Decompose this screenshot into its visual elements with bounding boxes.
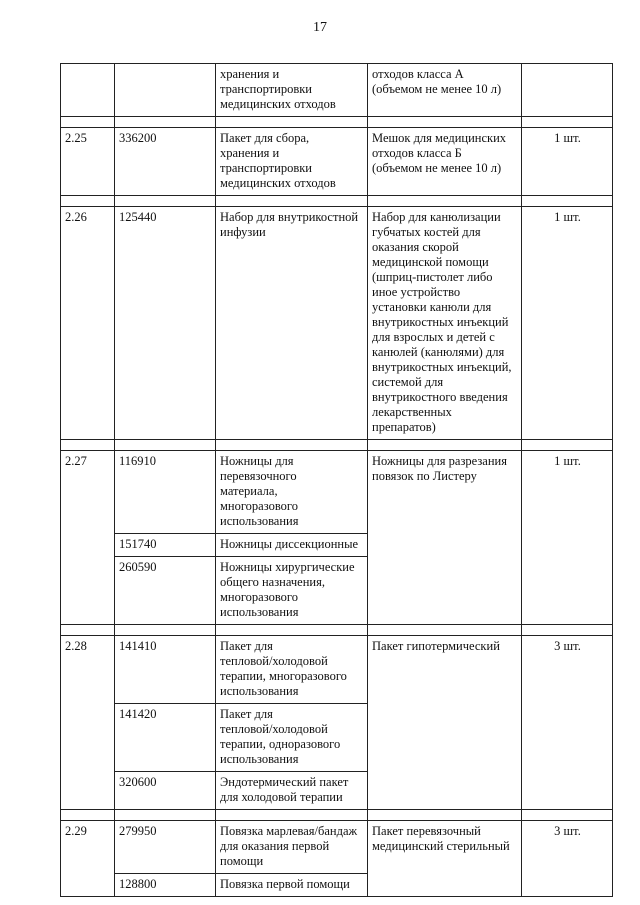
separator-cell bbox=[522, 196, 613, 207]
row-separator bbox=[61, 810, 613, 821]
separator-cell bbox=[368, 117, 522, 128]
separator-cell bbox=[61, 440, 115, 451]
item-number: 2.29 bbox=[61, 821, 115, 897]
separator-cell bbox=[216, 440, 368, 451]
table-row bbox=[61, 207, 613, 440]
item-code: 141420 bbox=[115, 704, 216, 772]
item-name: Ножницы диссекционные bbox=[216, 534, 368, 557]
table-row bbox=[61, 636, 613, 704]
item-code: 260590 bbox=[115, 557, 216, 625]
item-code: 125440 bbox=[115, 207, 216, 440]
item-description: Набор для канюлизации губчатых костей для оказания скорой медицинской помощи (шприц-пистолет либо иное устройство установки канюли для внутрикостных инъекций для взрослых и детей с канюлей (канюлями) для внутрикостных инъекций, системой для внутрикостного введения лекарственных препаратов) bbox=[368, 207, 522, 440]
item-name: хранения и транспортировки медицинских отходов bbox=[216, 64, 368, 117]
item-number: 2.26 bbox=[61, 207, 115, 440]
separator-cell bbox=[61, 196, 115, 207]
item-description: Мешок для медицинских отходов класса Б (объемом не менее 10 л) bbox=[368, 128, 522, 196]
item-name: Пакет для сбора, хранения и транспортировки медицинских отходов bbox=[216, 128, 368, 196]
item-number bbox=[61, 64, 115, 117]
separator-cell bbox=[216, 625, 368, 636]
row-separator bbox=[61, 196, 613, 207]
item-name: Эндотермический пакет для холодовой терапии bbox=[216, 772, 368, 810]
separator-cell bbox=[115, 440, 216, 451]
item-code: 116910 bbox=[115, 451, 216, 534]
item-name: Пакет для тепловой/холодовой терапии, многоразового использования bbox=[216, 636, 368, 704]
separator-cell bbox=[115, 196, 216, 207]
item-number: 2.27 bbox=[61, 451, 115, 625]
table-row bbox=[61, 128, 613, 196]
separator-cell bbox=[522, 440, 613, 451]
separator-cell bbox=[368, 810, 522, 821]
item-name: Ножницы хирургические общего назначения, многоразового использования bbox=[216, 557, 368, 625]
separator-cell bbox=[216, 196, 368, 207]
separator-cell bbox=[61, 625, 115, 636]
separator-cell bbox=[216, 810, 368, 821]
item-description: отходов класса А (объемом не менее 10 л) bbox=[368, 64, 522, 117]
item-name: Повязка марлевая/бандаж для оказания первой помощи bbox=[216, 821, 368, 874]
item-code: 320600 bbox=[115, 772, 216, 810]
separator-cell bbox=[522, 625, 613, 636]
item-number: 2.28 bbox=[61, 636, 115, 810]
separator-cell bbox=[368, 196, 522, 207]
separator-cell bbox=[522, 810, 613, 821]
item-name: Повязка первой помощи bbox=[216, 874, 368, 897]
table-row bbox=[61, 821, 613, 874]
item-name: Набор для внутрикостной инфузии bbox=[216, 207, 368, 440]
separator-cell bbox=[216, 117, 368, 128]
separator-cell bbox=[115, 625, 216, 636]
item-code: 141410 bbox=[115, 636, 216, 704]
item-quantity: 3 шт. bbox=[522, 821, 613, 897]
separator-cell bbox=[115, 810, 216, 821]
separator-cell bbox=[115, 117, 216, 128]
item-code: 128800 bbox=[115, 874, 216, 897]
separator-cell bbox=[61, 117, 115, 128]
separator-cell bbox=[368, 440, 522, 451]
item-name: Ножницы для перевязочного материала, многоразового использования bbox=[216, 451, 368, 534]
equipment-table bbox=[60, 63, 613, 897]
row-separator bbox=[61, 117, 613, 128]
item-quantity bbox=[522, 64, 613, 117]
item-quantity: 3 шт. bbox=[522, 636, 613, 810]
item-quantity: 1 шт. bbox=[522, 128, 613, 196]
item-description: Пакет перевязочный медицинский стерильный bbox=[368, 821, 522, 897]
separator-cell bbox=[522, 117, 613, 128]
item-code: 336200 bbox=[115, 128, 216, 196]
table-row bbox=[61, 64, 613, 117]
equipment-table-body bbox=[61, 64, 613, 897]
separator-cell bbox=[61, 810, 115, 821]
row-separator bbox=[61, 625, 613, 636]
item-description: Ножницы для разрезания повязок по Листеру bbox=[368, 451, 522, 625]
separator-cell bbox=[368, 625, 522, 636]
page-number: 17 bbox=[313, 20, 327, 35]
table-row bbox=[61, 451, 613, 534]
item-number: 2.25 bbox=[61, 128, 115, 196]
item-quantity: 1 шт. bbox=[522, 207, 613, 440]
item-code: 279950 bbox=[115, 821, 216, 874]
item-name: Пакет для тепловой/холодовой терапии, одноразового использования bbox=[216, 704, 368, 772]
item-description: Пакет гипотермический bbox=[368, 636, 522, 810]
row-separator bbox=[61, 440, 613, 451]
item-code bbox=[115, 64, 216, 117]
item-code: 151740 bbox=[115, 534, 216, 557]
item-quantity: 1 шт. bbox=[522, 451, 613, 625]
